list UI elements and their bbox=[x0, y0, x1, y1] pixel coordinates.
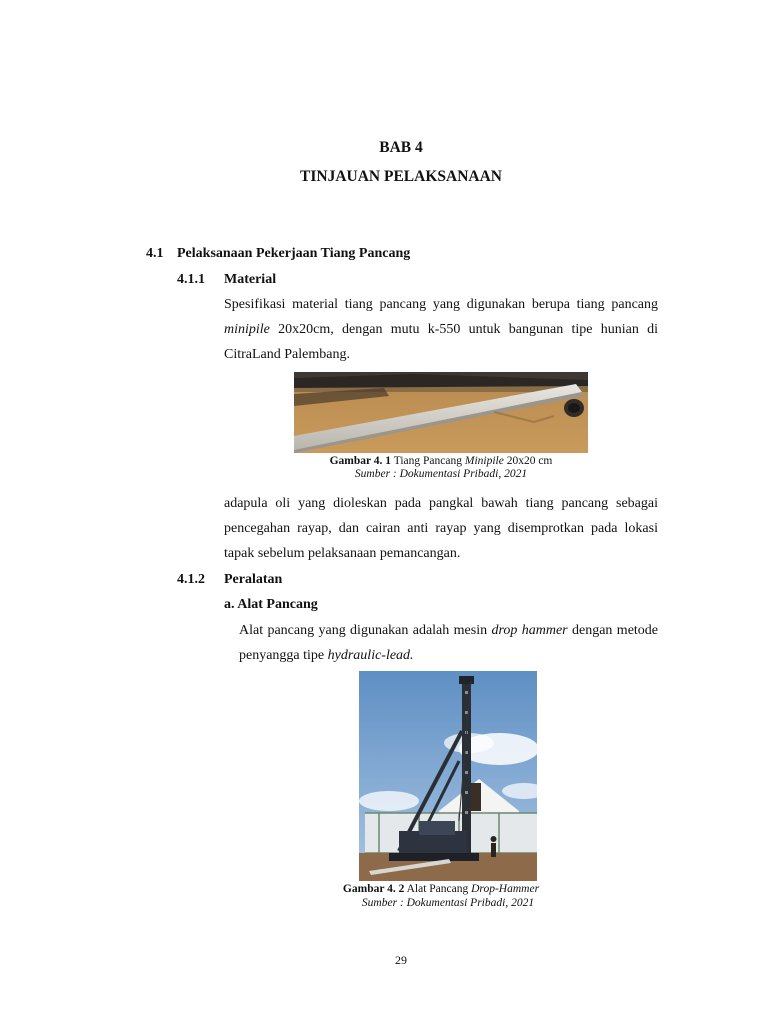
page-number: 29 bbox=[395, 953, 407, 967]
figure1-text-em: Minipile bbox=[464, 455, 504, 467]
paragraph-after-figure1: adapula oli yang dioleskan pada pangkal bawah tiang pancang sebagai pencegahan rayap, dan cairan anti rayap yang disemprotkan pada lokasi tapak sebelum pelaksanaan pemancangan. bbox=[224, 496, 658, 561]
material-paragraph bbox=[224, 292, 658, 367]
drop-hammer-photo bbox=[359, 671, 537, 881]
figure2-source: Sumber : Dokumentasi Pribadi, 2021 bbox=[361, 897, 535, 909]
figure1-label: Gambar 4. 1 bbox=[329, 455, 392, 467]
figure1-text-b: 20x20 cm bbox=[503, 455, 553, 467]
figure2-caption bbox=[57, 883, 768, 896]
item-a-em2: hydraulic-lead. bbox=[327, 648, 414, 663]
figure2-text-em: Drop-Hammer bbox=[471, 883, 540, 895]
subsection-title-material: Material bbox=[224, 272, 277, 287]
material-text-em: minipile bbox=[224, 322, 270, 337]
figure2-text-a: Alat Pancang bbox=[404, 883, 472, 895]
subsection-title-peralatan: Peralatan bbox=[224, 572, 283, 587]
chapter-title: TINJAUAN PELAKSANAAN bbox=[300, 168, 502, 185]
figure1-caption bbox=[57, 455, 768, 468]
figure1-text-a: Tiang Pancang bbox=[391, 455, 465, 467]
item-a-em1: drop hammer bbox=[491, 623, 568, 638]
item-a-text-b: dengan metode penyangga tipe bbox=[239, 623, 659, 663]
item-a-title: a. Alat Pancang bbox=[224, 597, 318, 612]
material-text-a: Spesifikasi material tiang pancang yang digunakan berupa tiang pancang bbox=[224, 297, 658, 312]
chapter-number: BAB 4 bbox=[379, 139, 423, 156]
minipile-photo bbox=[294, 372, 588, 453]
figure2-label: Gambar 4. 2 bbox=[342, 883, 405, 895]
subsection-number-peralatan: 4.1.2 bbox=[177, 572, 205, 587]
section-title: Pelaksanaan Pekerjaan Tiang Pancang bbox=[177, 246, 411, 261]
item-a-text-a: Alat pancang yang digunakan adalah mesin bbox=[239, 623, 492, 638]
item-a-paragraph bbox=[239, 618, 658, 668]
figure1-source: Sumber : Dokumentasi Pribadi, 2021 bbox=[354, 468, 528, 480]
subsection-number-material: 4.1.1 bbox=[177, 272, 205, 287]
section-number: 4.1 bbox=[146, 246, 164, 261]
material-text-b: 20x20cm, dengan mutu k-550 untuk bangunan tipe hunian di CitraLand Palembang. bbox=[224, 322, 658, 362]
